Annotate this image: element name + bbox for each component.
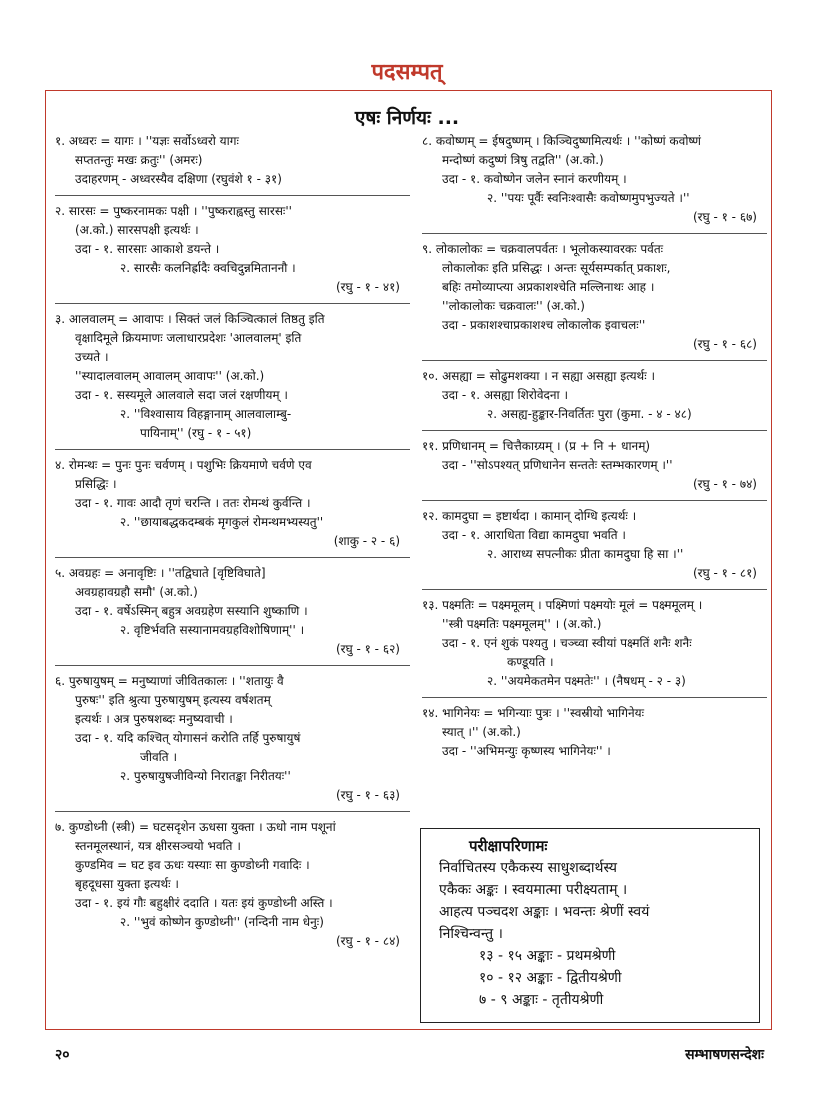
entry-line: २. सारसैः कलनिर्ह्रादैः क्वचिदुन्नमिताननौ । (120, 261, 296, 275)
entry-divider (55, 811, 410, 812)
entry-reference: (रघु - १ - ६८) (692, 337, 757, 351)
result-line: आहत्य पञ्चदश अङ्काः । भवन्तः श्रेणीं स्वयं (439, 904, 650, 920)
entry-line: पुरुषः'' इति श्रुत्या पुरुषायुषम् इत्यस्य वर्षशतम् (75, 693, 271, 707)
entry-line: वृक्षादिमूले क्रियमाणः जलाधारप्रदेशः 'आलवालम्' इति (75, 331, 302, 345)
entry-line: २. ''भुवं कोष्णेन कुण्डोध्नी'' (नन्दिनी नाम धेनुः) (120, 915, 324, 929)
entry-line: मन्दोष्णं कदुष्णं त्रिषु तद्वति'' (अ.को.) (442, 153, 604, 167)
word-entry (55, 672, 410, 805)
entry-line: बहिः तमोव्याप्त्या अप्रकाशश्चेति मल्लिनाथः आह । (442, 280, 655, 294)
entry-reference: (रघु - १ - ८१) (692, 566, 757, 580)
result-box-title: परीक्षापरिणामः (469, 837, 548, 855)
score-line: १३ - १५ अङ्काः - प्रथमश्रेणी (479, 948, 616, 964)
entry-reference: (रघु - १ - ६७) (692, 210, 757, 224)
entry-line: १२. कामदुघा = इष्टार्थदा । कामान् दोग्धि इत्यर्थः । (422, 509, 637, 523)
entry-divider (55, 557, 410, 558)
entry-line: उदा - १. आराधिता विद्या कामदुघा भवति । (442, 528, 626, 542)
entry-line: सप्ततन्तुः मखः क्रतुः'' (अमरः) (75, 153, 203, 167)
word-entry (422, 132, 767, 227)
entry-line: १३. पक्ष्मतिः = पक्ष्ममूलम् । पक्ष्मिणां पक्ष्मयोः मूलं = पक्ष्ममूलम् । (422, 598, 703, 612)
entry-line: १४. भागिनेयः = भगिन्याः पुत्रः । ''स्वस्रीयो भागिनेयः (422, 706, 645, 720)
word-entry (422, 367, 767, 424)
entry-line: उदा - १. कवोष्णेन जलेन स्नानं करणीयम् । (442, 172, 627, 186)
entry-line: ९. लोकालोकः = चक्रवालपर्वतः । भूलोकस्यावरकः पर्वतः (422, 242, 664, 256)
entry-divider (422, 360, 767, 361)
entry-line: २. वृष्टिर्भवति सस्यानामवग्रहविशोषिणाम्'' । (120, 623, 305, 637)
word-entry (55, 818, 410, 951)
score-line: १० - १२ अङ्काः - द्वितीयश्रेणी (479, 970, 622, 986)
entry-line: ६. पुरुषायुषम् = मनुष्याणां जीवितकालः । ''शतायुः वै (55, 674, 284, 688)
entry-line: उदा - १. सारसाः आकाशे डयन्ते । (75, 242, 220, 256)
entry-line: ''लोकालोकः चक्रवालः'' (अ.को.) (442, 299, 585, 313)
entry-divider (422, 430, 767, 431)
entry-line: २. ''पयः पूर्वैः स्वनिःश्वासैः कवोष्णमुपभुज्यते ।'' (487, 191, 690, 205)
entry-line: ११. प्रणिधानम् = चित्तैकाग्र्यम् । (प्र + नि + धानम्) (422, 439, 651, 453)
entry-line: उदा - १. एनं शुकं पश्यतु । चञ्च्वा स्वीयां पक्ष्मतिं शनैः शनैः (442, 636, 692, 650)
entry-line: २. ''छायाबद्धकदम्बकं मृगकुलं रोमन्थमभ्यस्यतु'' (120, 515, 324, 529)
entry-reference: (शाकु - २ - ६) (333, 534, 400, 548)
entry-divider (55, 665, 410, 666)
entry-line: जीवति । (140, 750, 177, 764)
entry-line: उदा - ''सोऽपश्यत् प्रणिधानेन सन्ततेः स्तम्भकारणम् ।'' (442, 458, 673, 472)
entry-line: लोकालोकः इति प्रसिद्धः । अन्तः सूर्यसम्पर्कात् प्रकाशः, (442, 261, 671, 275)
entry-line: २. ''अयमेकतमेन पक्ष्मतेः'' । (नैषधम् - २ - ३) (487, 674, 686, 688)
entry-divider (422, 589, 767, 590)
entry-line: ''स्त्री पक्ष्मतिः पक्ष्ममूलम्'' । (अ.को.) (442, 617, 602, 631)
entry-divider (55, 195, 410, 196)
entry-line: इत्यर्थः । अत्र पुरुषशब्दः मनुष्यवाची । (75, 712, 233, 726)
score-line: ७ - ९ अङ्काः - तृतीयश्रेणी (479, 992, 604, 1008)
entry-divider (422, 697, 767, 698)
result-line: एकैकः अङ्कः । स्वयमात्मा परीक्ष्यताम् । (439, 882, 628, 898)
entry-divider (55, 449, 410, 450)
entry-line: २. सारसः = पुष्करनामकः पक्षी । ''पुष्कराह्वस्तु सारसः'' (55, 204, 292, 218)
section-subtitle: एषः निर्णयः ... (354, 107, 460, 129)
word-entry (55, 564, 410, 659)
magazine-name: सम्भाषणसन्देशः (685, 1047, 764, 1063)
page-header: पदसम्पत् (371, 60, 443, 85)
entry-line: २. आराध्य सपत्नीकः प्रीता कामदुघा हि सा ।'' (487, 547, 684, 561)
result-line: निर्वाचितस्य एकैकस्य साधुशब्दार्थस्य (439, 860, 618, 876)
result-line: निश्चिन्वन्तु । (439, 926, 503, 942)
entry-line: उदा - ''अभिमन्युः कृष्णस्य भागिनेयः'' । (442, 744, 611, 758)
entry-line: १. अध्वरः = यागः । ''यज्ञः सर्वोऽध्वरो यागः (55, 134, 239, 148)
entry-reference: (रघु - १ - ७४) (692, 477, 757, 491)
page-number: २० (55, 1047, 70, 1063)
word-entry (422, 596, 767, 691)
entry-line: उदा - १. वर्षेऽस्मिन् बहुत्र अवग्रहेण सस्यानि शुष्काणि । (75, 604, 308, 618)
entry-line: पायिनाम्'' (रघु - १ - ५१) (140, 426, 252, 440)
word-entry (55, 132, 410, 189)
entry-line: ७. कुण्डोध्नी (स्त्री) = घटसदृशेन ऊधसा युक्ता । ऊधो नाम पशूनां (55, 820, 336, 834)
word-entry (422, 507, 767, 583)
entry-line: उच्यते । (75, 350, 109, 364)
word-entry (422, 240, 767, 354)
entry-line: उदाहरणम् - अध्वरस्यैव दक्षिणा (रघुवंशे १ - ३१) (75, 172, 282, 186)
entry-reference: (रघु - १ - ४१) (335, 280, 400, 294)
right-column (422, 132, 767, 767)
entry-line: बृहदूधसा युक्ता इत्यर्थः । (75, 877, 179, 891)
entry-line: (अ.को.) सारसपक्षी इत्यर्थः । (75, 223, 199, 237)
entry-divider (422, 500, 767, 501)
entry-reference: (रघु - १ - ६३) (335, 788, 400, 802)
word-entry (55, 456, 410, 551)
word-entry (55, 310, 410, 443)
entry-line: स्यात् ।'' (अ.को.) (442, 725, 521, 739)
entry-reference: (रघु - १ - ८४) (335, 934, 400, 948)
entry-line: १०. असह्या = सोढुमशक्या । न सह्या असह्या इत्यर्थः । (422, 369, 655, 383)
entry-line: उदा - १. यदि कश्चित् योगासनं करोति तर्हि पुरुषायुषं (75, 731, 301, 745)
result-box (420, 828, 760, 1023)
word-entry (55, 202, 410, 297)
entry-reference: (रघु - १ - ६२) (335, 642, 400, 656)
left-column (55, 132, 410, 957)
entry-line: उदा - १. सस्यमूले आलवाले सदा जलं रक्षणीयम् । (75, 388, 288, 402)
entry-divider (422, 233, 767, 234)
entry-line: उदा - १. गावः आदौ तृणं चरन्ति । ततः रोमन्थं कुर्वन्ति । (75, 496, 311, 510)
entry-line: २. असह्य-हुङ्कार-निवर्तितः पुरा (कुमा. - ४ - ४८) (487, 407, 692, 421)
entry-line: ४. रोमन्थः = पुनः पुनः चर्वणम् । पशुभिः क्रियमाणे चर्वणे एव (55, 458, 312, 472)
entry-line: २. पुरुषायुषजीविन्यो निरातङ्का निरीतयः'' (120, 769, 291, 783)
entry-line: उदा - १. असह्या शिरोवेदना । (442, 388, 568, 402)
entry-line: कुण्डमिव = घट इव ऊधः यस्याः सा कुण्डोध्नी गवादिः । (75, 858, 310, 872)
entry-line: २. ''विश्वासाय विहङ्गानाम् आलवालाम्बु- (120, 407, 292, 421)
entry-line: ८. कवोष्णम् = ईषदुष्णम् । किञ्चिदुष्णमित्यर्थः । ''कोष्णं कवोष्णं (422, 134, 701, 148)
word-entry (422, 437, 767, 494)
entry-line: कण्डूयति । (507, 655, 554, 669)
entry-line: उदा - प्रकाशश्चाप्रकाशश्च लोकालोक इवाचलः'' (442, 318, 646, 332)
entry-line: ३. आलवालम् = आवापः । सिक्तं जलं किञ्चित्कालं तिष्ठतु इति (55, 312, 325, 326)
entry-line: ५. अवग्रहः = अनावृष्टिः । ''तद्विघाते [वृष्टिविघाते] (55, 566, 266, 580)
entry-line: ''स्यादालवालम् आवालम् आवापः'' (अ.को.) (75, 369, 265, 383)
entry-line: अवग्रहावग्रहौ समौ' (अ.को.) (75, 585, 198, 599)
word-entry (422, 704, 767, 761)
entry-line: प्रसिद्धिः । (75, 477, 117, 491)
entry-divider (55, 303, 410, 304)
entry-line: उदा - १. इयं गौः बहुक्षीरं ददाति । यतः इयं कुण्डोध्नी अस्ति । (75, 896, 333, 910)
entry-line: स्तनमूलस्थानं, यत्र क्षीरसञ्चयो भवति । (75, 839, 241, 853)
